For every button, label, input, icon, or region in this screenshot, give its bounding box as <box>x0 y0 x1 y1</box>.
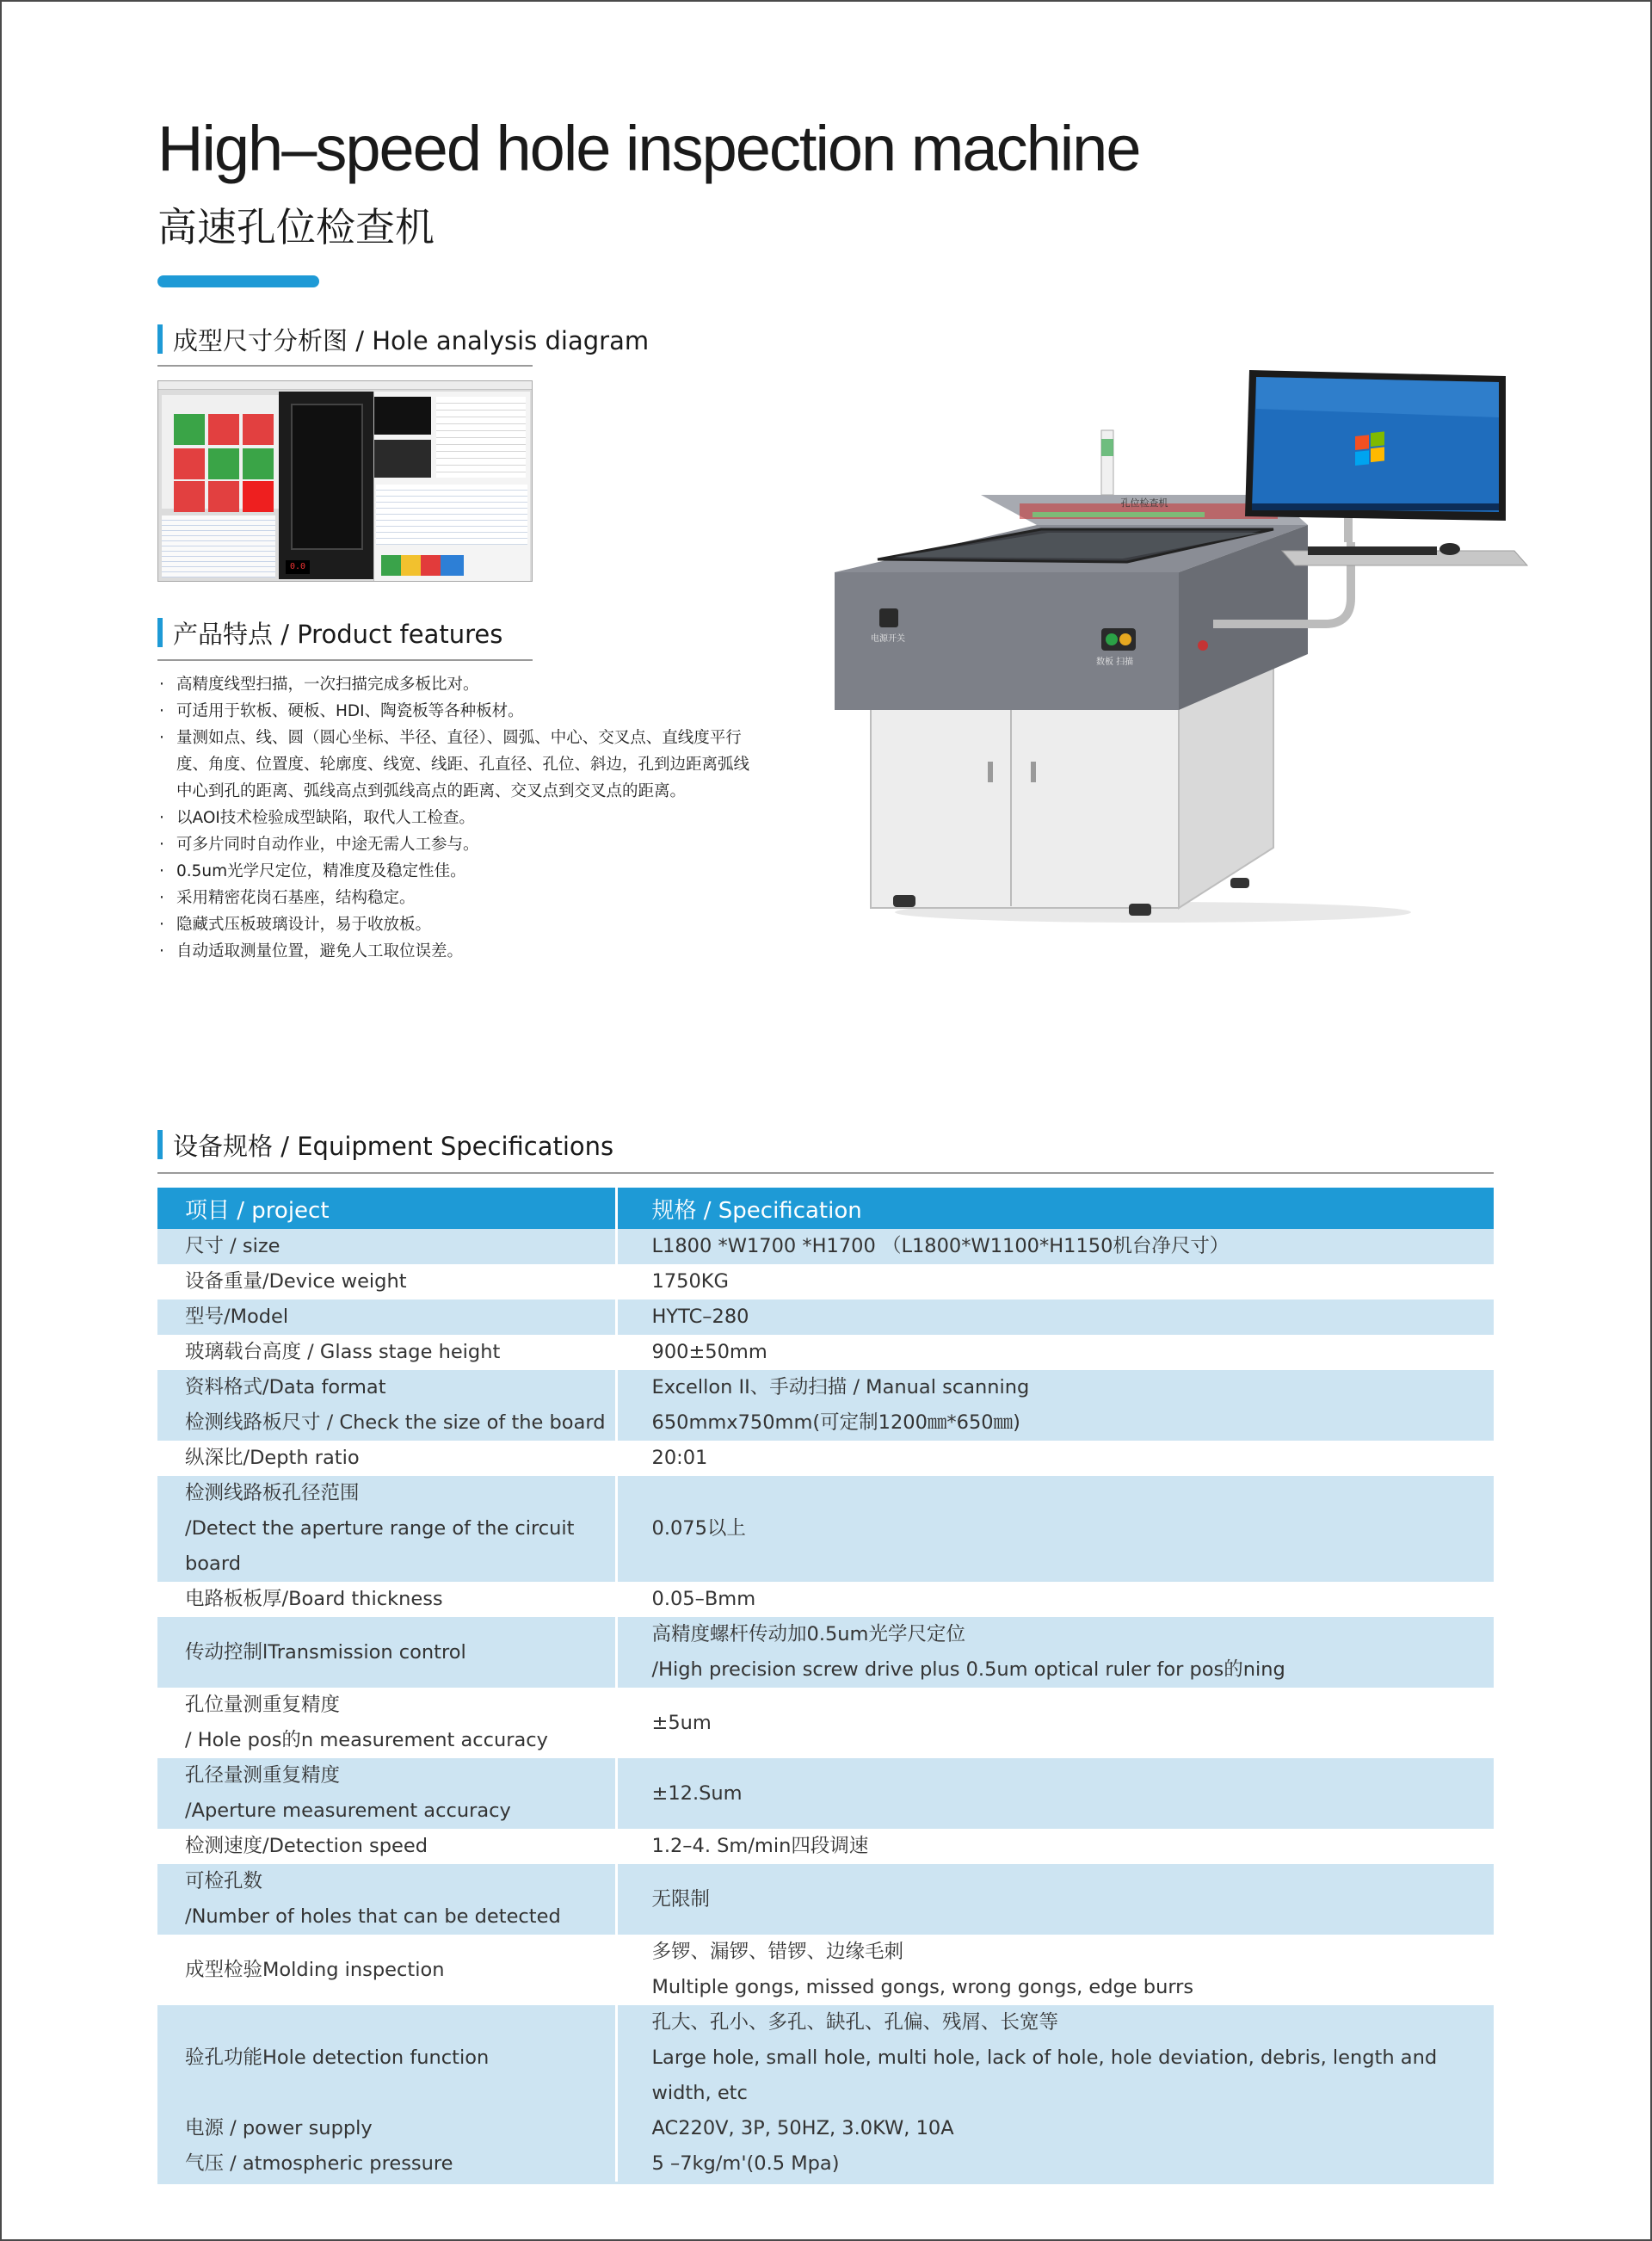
column-header-project: 项目 / project <box>157 1188 616 1229</box>
spec-value-cell <box>616 1582 1494 1617</box>
spec-value-cell <box>616 1229 1494 1264</box>
spec-item-label: / Hole pos的n measurement accuracy <box>185 1729 548 1751</box>
machine-label-scan: 数板 扫描 <box>1096 657 1134 667</box>
spec-value: 900±50mm <box>651 1341 767 1363</box>
spec-item-cell <box>157 1264 616 1300</box>
spec-value: 高精度螺杆传动加0.5um光学尺定位 <box>651 1623 965 1645</box>
table-row <box>157 2005 1494 2111</box>
section-title: 成型尺寸分析图 / Hole analysis diagram <box>173 325 650 355</box>
feature-list <box>157 671 760 965</box>
spec-value-cell <box>616 1476 1494 1582</box>
section-title: 产品特点 / Product features <box>173 619 503 649</box>
diagram-toolbar <box>158 381 532 390</box>
diagram-thumbnail <box>374 397 431 435</box>
feature-item: · 可适用于软板、硬板、HDI、陶瓷板等各种板材。 <box>157 698 760 725</box>
grid-cell <box>243 414 274 445</box>
table-row <box>157 2146 1494 2183</box>
table-row <box>157 1476 1494 1582</box>
column-header-spec: 规格 / Specification <box>616 1188 1494 1229</box>
spec-item-label: 玻璃载台高度 / Glass stage height <box>185 1341 501 1363</box>
spec-item-label: 验孔功能Hole detection function <box>185 2047 490 2069</box>
spec-value-cell <box>616 2005 1494 2111</box>
spec-value-cell <box>616 1300 1494 1335</box>
spec-value-cell <box>616 1617 1494 1688</box>
spec-value-cell <box>616 1864 1494 1935</box>
table-row <box>157 1441 1494 1476</box>
spec-table-header <box>157 1188 1494 1229</box>
table-row <box>157 2111 1494 2146</box>
feature-item: · 可多片同时自动作业，中途无需人工参与。 <box>157 831 760 858</box>
diagram-status-bars <box>381 555 464 576</box>
spec-value: AC220V, 3P, 50HZ, 3.0KW, 10A <box>651 2117 954 2139</box>
spec-value: ±12.Sum <box>651 1781 743 1805</box>
table-row <box>157 1829 1494 1864</box>
spec-value: 无限制 <box>651 1887 711 1911</box>
section-header-specs <box>157 1127 613 1162</box>
spec-value-cell <box>616 1441 1494 1476</box>
feature-item: · 0.5um光学尺定位，精准度及稳定性佳。 <box>157 858 760 885</box>
spec-value-cell <box>616 1829 1494 1864</box>
diagram-side-panel <box>373 392 530 581</box>
machine-label-power: 电源开关 <box>871 634 905 644</box>
diagram-measure-table <box>376 485 527 545</box>
spec-item-cell <box>157 1300 616 1335</box>
diagram-thumbnail <box>374 440 431 478</box>
table-row <box>157 1300 1494 1335</box>
page-title: High–speed hole inspection machine <box>157 113 1140 184</box>
spec-value: Excellon II、手动扫描 / Manual scanning <box>651 1376 1030 1398</box>
grid-cell <box>174 448 205 479</box>
spec-item-cell <box>157 1441 616 1476</box>
spec-item-label: /Detect the aperture range of the circuit board <box>185 1517 575 1575</box>
spec-value: 650mmx750mm(可定制1200㎜*650㎜) <box>651 1411 1020 1434</box>
spec-value: 孔大、孔小、多孔、缺孔、孔偏、残屑、长宽等 <box>651 2011 1059 2034</box>
feature-item: · 以AOI技术检验成型缺陷，取代人工检查。 <box>157 805 760 831</box>
spec-value: Multiple gongs, missed gongs, wrong gongs, edge burrs <box>651 1976 1194 1998</box>
section-marker <box>157 1130 163 1159</box>
spec-item-label: 型号/Model <box>185 1306 289 1328</box>
diagram-readout: 0.0 <box>286 560 310 574</box>
spec-item-cell <box>157 1617 616 1688</box>
spec-item-label: 电源 / power supply <box>185 2117 373 2139</box>
spec-item-label: 可检孔数 <box>185 1870 263 1892</box>
spec-item-label: 检测线路板尺寸 / Check the size of the board <box>185 1411 606 1434</box>
spec-item-label: 孔径量测重复精度 <box>185 1764 341 1787</box>
page-title-cn: 高速孔位检查机 <box>157 204 435 250</box>
spec-item-label: 纵深比/Depth ratio <box>185 1447 360 1469</box>
spec-item-cell <box>157 2146 616 2183</box>
spec-value: 5 –7kg/m'(0.5 Mpa) <box>651 2152 840 2175</box>
table-row <box>157 1688 1494 1758</box>
diagram-param-list <box>436 397 526 478</box>
feature-item: · 自动适取测量位置，避免人工取位误差。 <box>157 938 760 965</box>
spec-item-label: /Number of holes that can be detected <box>185 1905 561 1928</box>
table-row <box>157 1758 1494 1829</box>
spec-value-cell <box>616 2111 1494 2146</box>
section-title: 设备规格 / Equipment Specifications <box>173 1131 614 1161</box>
spec-item-label: 检测线路板孔径范围 <box>185 1482 360 1504</box>
spec-item-label: 资料格式/Data format <box>185 1376 386 1398</box>
section-divider <box>157 659 533 661</box>
spec-value: 20:01 <box>651 1447 708 1469</box>
spec-value: L1800 *W1700 *H1700 （L1800*W1100*H1150机台净尺寸） <box>651 1235 1230 1257</box>
table-row <box>157 1935 1494 2005</box>
spec-table-body <box>157 1229 1494 2183</box>
spec-value: 0.05–Bmm <box>651 1588 756 1610</box>
spec-item-cell <box>157 1935 616 2005</box>
table-row <box>157 1582 1494 1617</box>
feature-item: · 高精度线型扫描，一次扫描完成多板比对。 <box>157 671 760 698</box>
spec-value: 多锣、漏锣、错锣、边缘毛刺 <box>651 1941 904 1963</box>
feature-item: · 隐藏式压板玻璃设计，易于收放板。 <box>157 911 760 938</box>
spec-item-label: /Aperture measurement accuracy <box>185 1800 511 1822</box>
spec-value: Large hole, small hole, multi hole, lack of hole, hole deviation, debris, length and width, etc <box>651 2047 1438 2104</box>
spec-value: ±5um <box>651 1711 712 1734</box>
table-row <box>157 1229 1494 1264</box>
spec-item-cell <box>157 1829 616 1864</box>
section-divider <box>157 1172 1494 1174</box>
diagram-result-grid <box>162 395 279 509</box>
spec-item-cell <box>157 1370 616 1441</box>
spec-value-cell <box>616 1688 1494 1758</box>
machine-header-label: 孔位检查机 <box>1120 497 1168 509</box>
grid-cell <box>208 448 239 479</box>
hole-analysis-diagram <box>157 380 533 582</box>
spec-item-cell <box>157 1758 616 1829</box>
spec-value: /High precision screw drive plus 0.5um optical ruler for pos的ning <box>651 1658 1285 1681</box>
spec-value: 1750KG <box>651 1270 729 1293</box>
table-row <box>157 1864 1494 1935</box>
section-marker <box>157 618 163 647</box>
spec-item-cell <box>157 1229 616 1264</box>
section-divider <box>157 365 533 367</box>
table-row <box>157 1264 1494 1300</box>
spec-item-cell <box>157 1335 616 1370</box>
spec-value-cell <box>616 1370 1494 1441</box>
spec-item-cell <box>157 1864 616 1935</box>
section-header-features <box>157 615 502 650</box>
spec-item-cell <box>157 1476 616 1582</box>
spec-item-label: 气压 / atmospheric pressure <box>185 2152 453 2175</box>
grid-cell <box>174 414 205 445</box>
spec-item-label: 尺寸 / size <box>185 1235 280 1257</box>
diagram-board-outline <box>291 404 363 550</box>
table-row <box>157 1370 1494 1441</box>
section-marker <box>157 324 163 354</box>
feature-item: · 量测如点、线、圆（圆心坐标、半径、直径）、圆弧、中心、交叉点、直线度平行度、角度、位置度、轮廓度、线宽、线距、孔直径、孔位、斜边，孔到边距离弧线中心到孔的距离、弧线高点到弧线高点的距离、交叉点到交叉点的距离。 <box>157 725 760 805</box>
spec-item-label: 电路板板厚/Board thickness <box>185 1588 443 1610</box>
spec-item-cell <box>157 2111 616 2146</box>
spec-value-cell <box>616 1758 1494 1829</box>
table-row <box>157 1335 1494 1370</box>
feature-item: · 采用精密花岗石基座，结构稳定。 <box>157 885 760 911</box>
spec-item-cell <box>157 1688 616 1758</box>
spec-value-cell <box>616 1935 1494 2005</box>
spec-item-cell <box>157 1582 616 1617</box>
spec-value: HYTC–280 <box>651 1306 749 1328</box>
spec-value: 0.075以上 <box>651 1517 746 1540</box>
section-header-diagram <box>157 322 649 356</box>
spec-value-cell <box>616 1264 1494 1300</box>
grid-cell <box>243 481 274 512</box>
diagram-scan-view <box>279 392 373 579</box>
spec-item-label: 检测速度/Detection speed <box>185 1835 428 1857</box>
grid-cell <box>174 481 205 512</box>
spec-value-cell <box>616 1335 1494 1370</box>
spec-item-label: 传动控制lTransmission control <box>185 1640 466 1664</box>
table-row <box>157 1617 1494 1688</box>
diagram-data-rows <box>162 515 275 577</box>
spec-value: 1.2–4. Sm/min四段调速 <box>651 1835 869 1857</box>
spec-item-label: 孔位量测重复精度 <box>185 1694 341 1716</box>
title-accent-bar <box>157 275 319 287</box>
spec-item-label: 设备重量/Device weight <box>185 1270 407 1293</box>
grid-cell <box>208 481 239 512</box>
spec-item-cell <box>157 2005 616 2111</box>
inspection-machine-image <box>826 366 1532 938</box>
grid-cell <box>208 414 239 445</box>
grid-cell <box>243 448 274 479</box>
spec-table <box>157 1188 1494 2184</box>
spec-item-label: 成型检验Molding inspection <box>185 1958 445 1981</box>
spec-value-cell <box>616 2146 1494 2183</box>
